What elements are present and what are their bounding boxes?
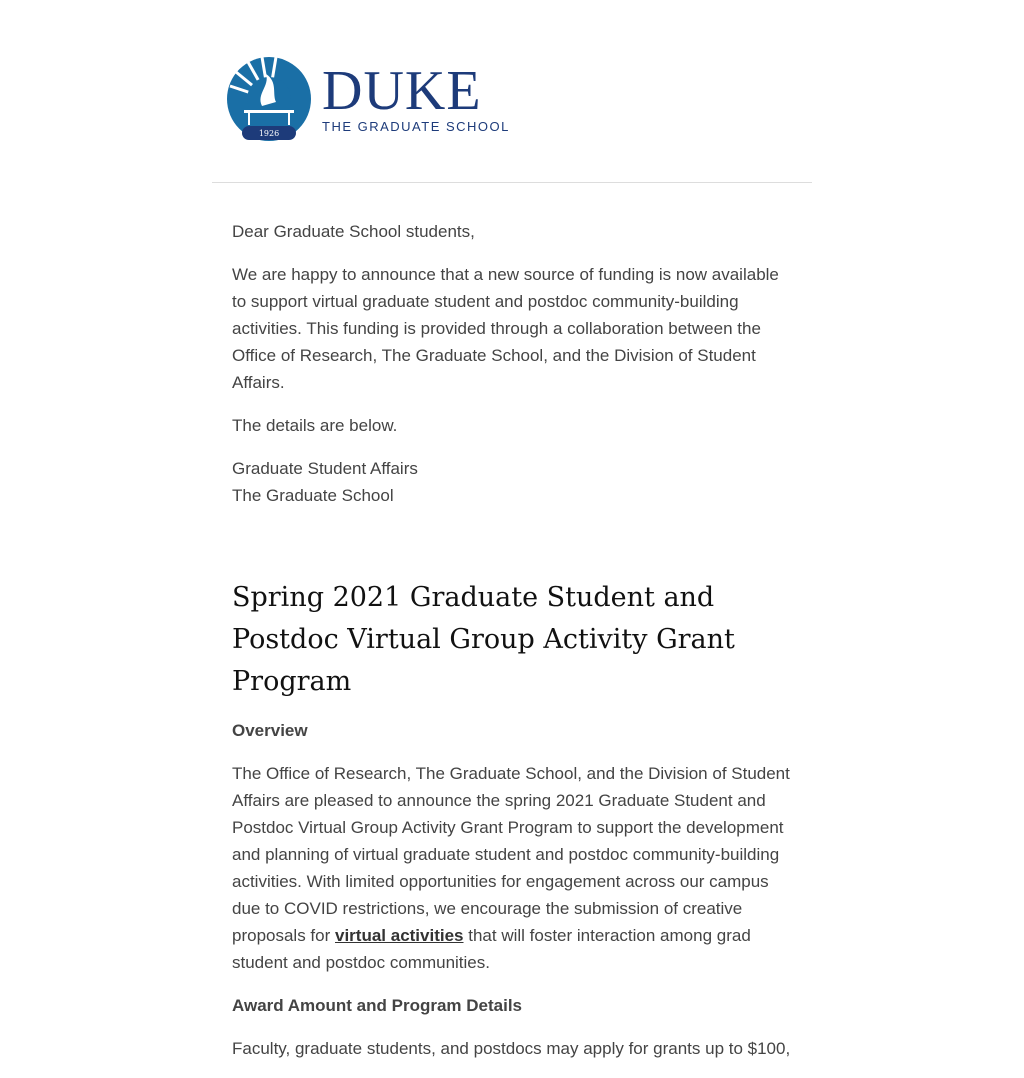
award-paragraph: Faculty, graduate students, and postdocs may apply for grants up to $100, xyxy=(232,1039,791,1058)
overview-text: The Office of Research, The Graduate School, and the Division of Student Affairs are pleased to announce the spring 2021 Graduate Student and Postdoc Virtual Group Activity Grant Program to support the development and planning of virtual graduate student and postdoc community-building activities. With limited opportunities for engagement across our campus due to COVID restrictions, we encourage the submission of creative proposals for xyxy=(232,764,790,945)
overview-heading: Overview xyxy=(232,721,308,740)
award-heading: Award Amount and Program Details xyxy=(232,996,522,1015)
duke-graduate-school-logo xyxy=(226,56,510,142)
signature xyxy=(232,455,794,509)
signature-line-2: The Graduate School xyxy=(232,486,394,505)
svg-text:1926: 1926 xyxy=(258,129,280,138)
duke-seal-icon xyxy=(226,56,312,142)
email-body xyxy=(232,218,794,1078)
signature-line-1: Graduate Student Affairs xyxy=(232,459,418,478)
greeting: Dear Graduate School students, xyxy=(232,222,475,241)
article-title: Spring 2021 Graduate Student and Postdoc Virtual Group Activity Grant Program xyxy=(232,582,735,697)
overview-text-end: that will foster interaction among grad student and postdoc communities. xyxy=(232,926,751,972)
overview-paragraph xyxy=(232,760,794,976)
logo-wordmark: DUKE xyxy=(322,59,482,122)
logo-subtitle: THE GRADUATE SCHOOL xyxy=(322,118,510,134)
intro-paragraph: We are happy to announce that a new source of funding is now available to support virtual graduate student and postdoc community-building activities. This funding is provided through a collaboration between the Office of Research, The Graduate School, and the Division of Student Affairs. xyxy=(232,265,779,392)
details-note: The details are below. xyxy=(232,416,398,435)
email-header xyxy=(212,0,812,183)
virtual-activities-link[interactable]: virtual activities xyxy=(335,926,464,945)
